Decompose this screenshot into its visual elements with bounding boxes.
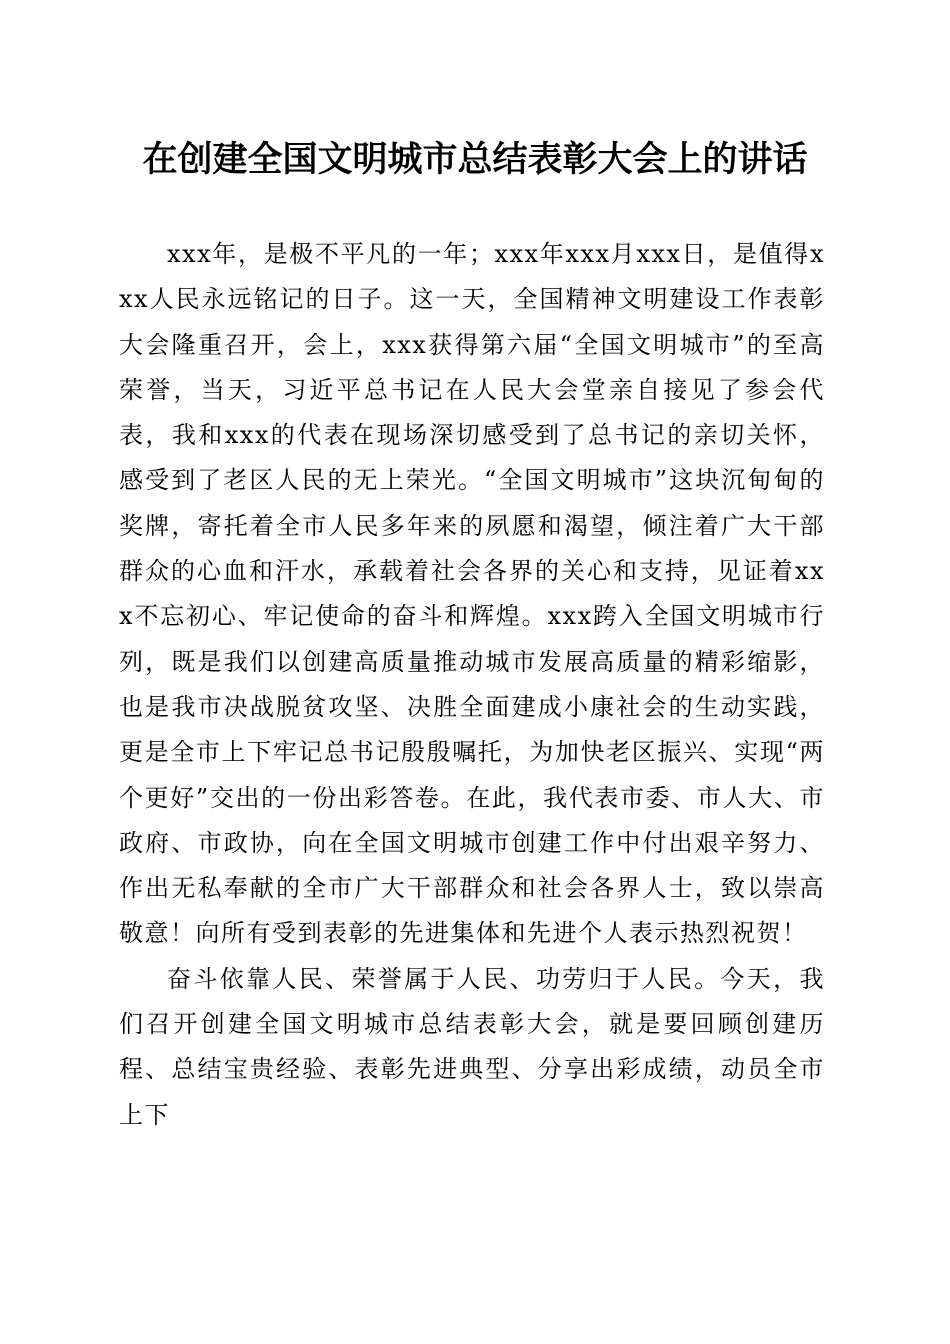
document-body xyxy=(119,232,825,1138)
paragraph-1: xxx年，是极不平凡的一年；xxx年xxx月xxx日，是值得xxx人民永远铭记的日子。这一天，全国精神文明建设工作表彰大会隆重召开，会上，xxx获得第六届“全国文明城市”的至高荣誉，当天，习近平总书记在人民大会堂亲自接见了参会代表，我和xxx的代表在现场深切感受到了总书记的亲切关怀，感受到了老区人民的无上荣光。“全国文明城市”这块沉甸甸的奖牌，寄托着全市人民多年来的夙愿和渴望，倾注着广大干部群众的心血和汗水，承载着社会各界的关心和支持，见证着xxx不忘初心、牢记使命的奋斗和辉煌。xxx跨入全国文明城市行列，既是我们以创建高质量推动城市发展高质量的精彩缩影，也是我市决战脱贫攻坚、决胜全面建成小康社会的生动实践，更是全市上下牢记总书记殷殷嘱托，为加快老区振兴、实现“两个更好”交出的一份出彩答卷。在此，我代表市委、市人大、市政府、市政协，向在全国文明城市创建工作中付出艰辛努力、作出无私奉献的全市广大干部群众和社会各界人士，致以崇高敬意！向所有受到表彰的先进集体和先进个人表示热烈祝贺！ xyxy=(119,240,825,948)
document-title: 在创建全国文明城市总结表彰大会上的讲话 xyxy=(142,139,808,180)
paragraph-2: 奋斗依靠人民、荣誉属于人民、功劳归于人民。今天，我们召开创建全国文明城市总结表彰大会，就是要回顾创建历程、总结宝贵经验、表彰先进典型、分享出彩成绩，动员全市上下 xyxy=(119,964,825,1129)
